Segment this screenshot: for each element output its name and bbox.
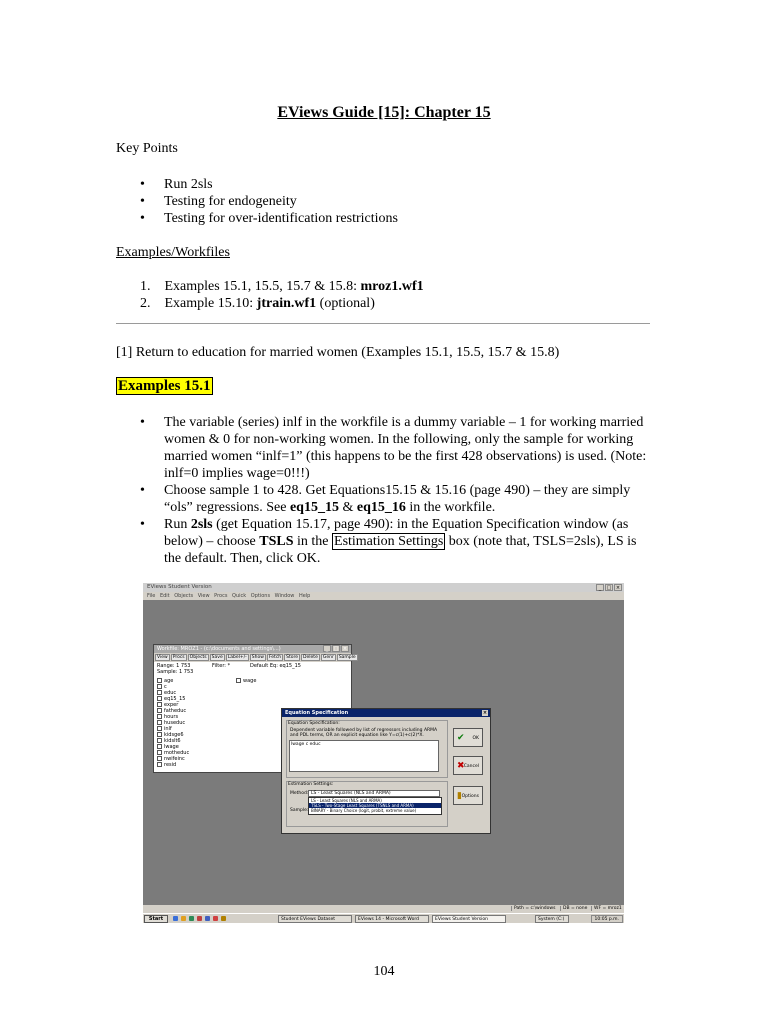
workfile-button[interactable]: Objects xyxy=(189,655,207,660)
quicklaunch-ie-icon[interactable] xyxy=(173,916,178,921)
app-title-bar xyxy=(143,583,624,592)
quicklaunch-desktop-icon[interactable] xyxy=(189,916,194,921)
key-points-heading: Key Points xyxy=(116,141,178,156)
dropdown-option-selected[interactable]: TSLS - Two-Stage Least Squares (TSNLS and ARMA) xyxy=(309,803,441,808)
maximize-icon[interactable]: □ xyxy=(606,585,612,591)
series-item[interactable]: motheduc xyxy=(157,750,189,756)
minimize-icon[interactable]: _ xyxy=(596,584,604,591)
spec-textarea[interactable]: lwage c educ xyxy=(289,740,439,772)
series-item[interactable]: kidslt6 xyxy=(157,738,181,744)
series-item[interactable]: huseduc xyxy=(157,720,185,726)
cancel-x-icon: ✖ xyxy=(457,761,465,771)
status-bar: Path = c:\windows DB = none WF = mroz1 xyxy=(143,905,624,913)
series-item[interactable]: resid xyxy=(157,762,176,768)
start-button[interactable]: Start xyxy=(144,915,168,923)
series-icon xyxy=(157,732,162,737)
series-icon xyxy=(157,690,162,695)
page-number: 104 xyxy=(373,964,395,979)
key-point-item: • Run 2sls xyxy=(140,176,398,193)
series-icon xyxy=(157,678,162,683)
quicklaunch-app-icon[interactable] xyxy=(213,916,218,921)
dropdown-option[interactable]: LS - Least Squares (NLS and ARMA) xyxy=(311,798,382,803)
workfile-button[interactable]: Genr xyxy=(322,655,334,660)
workfile-button[interactable]: Save xyxy=(211,655,223,660)
instructions-list xyxy=(140,414,650,567)
spec-description: Dependent variable followed by list of regressors including ARMA and PDL terms, OR an explicit equation like Y=c(1)+c(2)*X. xyxy=(290,728,438,738)
series-item[interactable]: hours xyxy=(157,714,178,720)
series-icon xyxy=(157,702,162,707)
maximize-icon[interactable]: □ xyxy=(333,646,339,652)
series-item[interactable]: wage xyxy=(236,678,256,684)
quicklaunch-folder-icon[interactable] xyxy=(221,916,226,921)
minimize-icon[interactable]: _ xyxy=(323,645,331,652)
series-item[interactable]: fatheduc xyxy=(157,708,186,714)
instruction-item: • Choose sample 1 to 428. Get Equations15.15 & 15.16 (page 490) – they are simply “ols” regressions. See eq15_15 & eq15_16 in the workfile. xyxy=(140,482,650,516)
taskbar-item[interactable]: EViews 14 - Microsoft Word xyxy=(355,915,429,923)
workfile-button[interactable]: Store xyxy=(286,655,299,660)
method-select[interactable]: LS - Least Squares (NLS and ARMA) xyxy=(308,790,440,797)
eviews-screenshot xyxy=(143,583,624,923)
taskbar-item-active[interactable]: EViews Student Version xyxy=(432,915,506,923)
options-button[interactable]: ▮ Options xyxy=(453,786,483,805)
examples-heading: Examples/Workfiles xyxy=(116,245,230,260)
coef-icon xyxy=(157,684,162,689)
series-icon xyxy=(157,744,162,749)
series-item[interactable]: exper xyxy=(157,702,178,708)
cancel-button[interactable]: ✖ Cancel xyxy=(453,756,483,775)
estimation-settings-box-label: Estimation Settings xyxy=(334,534,444,549)
key-points-list xyxy=(140,176,398,227)
workspace xyxy=(143,600,624,905)
series-item[interactable]: kidsge6 xyxy=(157,732,184,738)
workfile-name: mroz1.wf1 xyxy=(360,279,424,294)
series-item[interactable]: c xyxy=(157,684,167,690)
example-label: Examples 15.1 xyxy=(118,378,211,394)
ok-button[interactable]: ✔ OK xyxy=(453,728,483,747)
workfile-button[interactable]: View xyxy=(157,655,168,660)
settings-label: Estimation Settings: xyxy=(288,782,334,787)
workfile-title: Workfile: MROZ1 - (c:\documents and settings\...) _ □ × xyxy=(154,645,351,653)
series-icon xyxy=(236,678,241,683)
equation-dialog[interactable] xyxy=(281,708,491,834)
series-icon xyxy=(157,762,162,767)
series-item[interactable]: age xyxy=(157,678,173,684)
close-icon[interactable]: × xyxy=(482,710,488,716)
workfile-button[interactable]: Fetch xyxy=(268,655,282,660)
workfile-name: jtrain.wf1 xyxy=(256,296,317,311)
series-item[interactable]: lwage xyxy=(157,744,179,750)
check-icon: ✔ xyxy=(457,733,465,743)
workfile-button[interactable]: Procs xyxy=(172,655,185,660)
section-title: [1] Return to education for married women (Examples 15.1, 15.5, 15.7 & 15.8) xyxy=(116,345,560,360)
page-title: EViews Guide [15]: Chapter 15 xyxy=(277,104,491,121)
instruction-item: • Run 2sls (get Equation 15.17, page 490): in the Equation Specification window (as below) – choose TSLS in the Estimation Settings box (note that, TSLS=2sls), LS is the default. Then, click OK. xyxy=(140,516,650,567)
equation-icon xyxy=(157,696,162,701)
series-icon xyxy=(157,756,162,761)
dialog-title: Equation Specification × xyxy=(282,709,490,717)
dropdown-option[interactable]: BINARY - Binary Choice (logit, probit, extreme value) xyxy=(311,808,417,813)
series-icon xyxy=(157,714,162,719)
workfile-button[interactable]: Show xyxy=(251,655,264,660)
spec-label: Equation Specification: xyxy=(288,721,340,726)
close-icon[interactable]: × xyxy=(615,585,621,591)
quicklaunch-media-icon[interactable] xyxy=(197,916,202,921)
workfile-button[interactable]: Label+/- xyxy=(227,655,247,660)
quicklaunch-word-icon[interactable] xyxy=(205,916,210,921)
series-item[interactable]: inlf xyxy=(157,726,172,732)
taskbar-drive[interactable]: System (C:) xyxy=(535,915,569,923)
key-point-item: • Testing for over-identification restrictions xyxy=(140,210,398,227)
series-icon xyxy=(157,720,162,725)
horizontal-divider xyxy=(116,323,650,324)
workfiles-list xyxy=(140,278,424,312)
workfile-item: 1. Examples 15.1, 15.5, 15.7 & 15.8: mroz1.wf1 xyxy=(140,279,424,294)
menu-bar[interactable]: File Edit Objects View Procs Quick Options Window Help xyxy=(143,592,624,600)
series-icon xyxy=(157,750,162,755)
series-item[interactable]: nwifeinc xyxy=(157,756,185,762)
method-label: Method: xyxy=(290,791,309,796)
workfile-button[interactable]: Delete xyxy=(303,655,318,660)
quicklaunch-outlook-icon[interactable] xyxy=(181,916,186,921)
app-title: EViews Student Version xyxy=(147,584,212,590)
sample-label: Sample: xyxy=(290,808,309,813)
taskbar-item[interactable]: Student EViews Dataset xyxy=(278,915,352,923)
clock: 10:05 p.m. xyxy=(591,915,624,923)
series-icon xyxy=(157,726,162,731)
options-icon: ▮ xyxy=(457,791,462,801)
close-icon[interactable]: × xyxy=(342,646,348,652)
workfile-item: 2. Example 15.10: jtrain.wf1 (optional) xyxy=(140,296,375,311)
series-item[interactable]: eq15_15 xyxy=(157,696,185,702)
workfile-toolbar xyxy=(154,653,356,662)
key-point-item: • Testing for endogeneity xyxy=(140,193,398,210)
workfile-button[interactable]: Sample xyxy=(338,655,356,660)
workfile-info: Range: 1 753 Sample: 1 753 Filter: * Default Eq: eq15_15 xyxy=(157,663,301,675)
taskbar xyxy=(143,913,624,923)
method-dropdown[interactable] xyxy=(308,797,442,815)
instruction-item: • The variable (series) inlf in the workfile is a dummy variable – 1 for working married women & 0 for non-working women. In the following, only the sample for working married women “inlf=1” (this happens to be the first 428 observations) is used. (Note: inlf=0 implies wage=0!!!) xyxy=(140,414,650,482)
series-item[interactable]: educ xyxy=(157,690,176,696)
series-icon xyxy=(157,708,162,713)
series-icon xyxy=(157,738,162,743)
